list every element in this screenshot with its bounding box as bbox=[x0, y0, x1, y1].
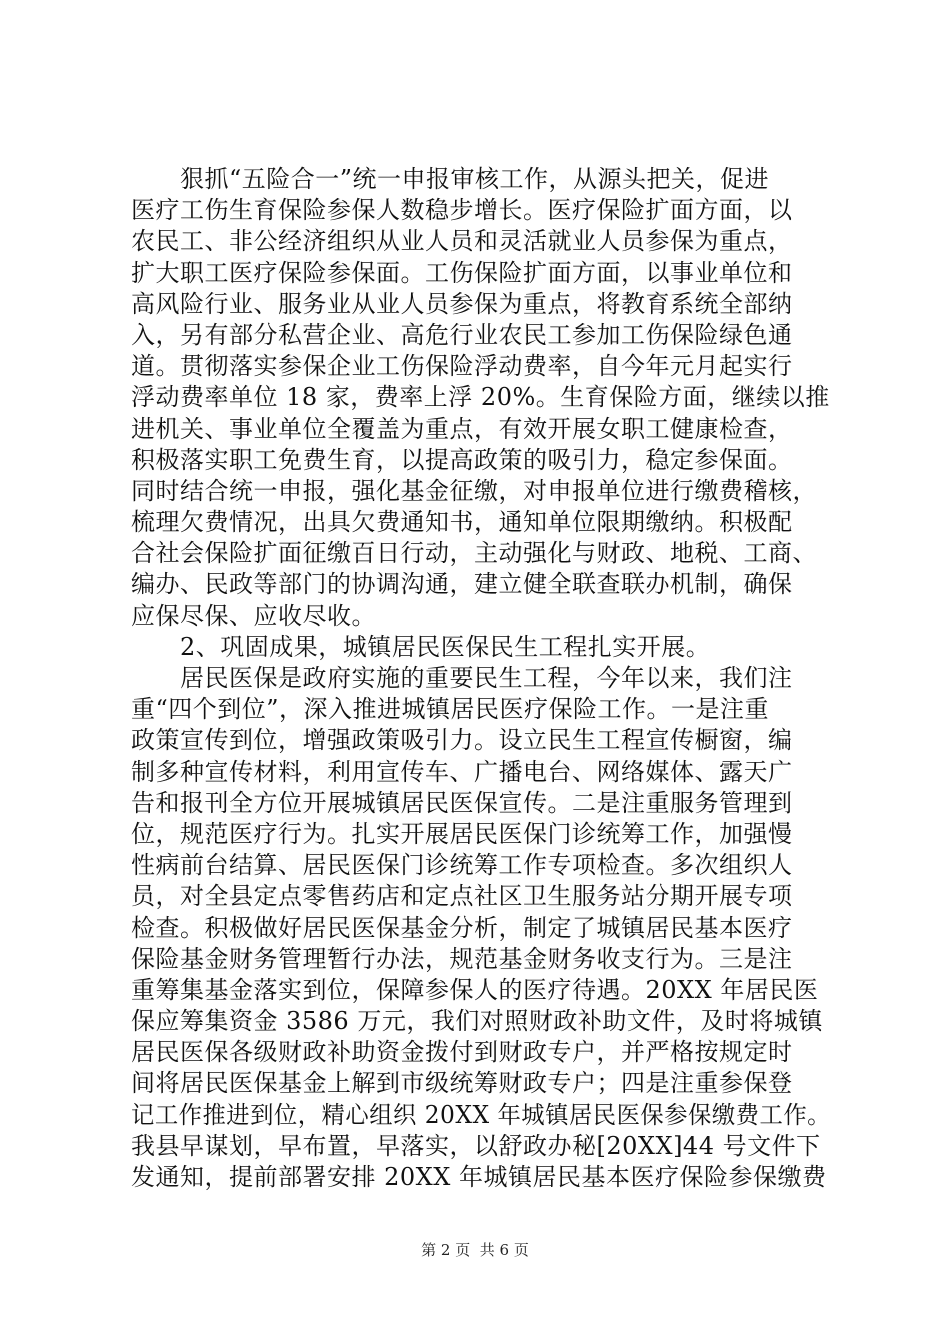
text-line: 道。贯彻落实参保企业工伤保险浮动费率，自今年元月起实行 bbox=[131, 352, 793, 381]
text-line: 编办、民政等部门的协调沟通，建立健全联查联办机制，确保 bbox=[131, 570, 793, 599]
text-line: 性病前台结算、居民医保门诊统筹工作专项检查。多次组织人 bbox=[131, 851, 793, 880]
text-line: 居民医保各级财政补助资金拨付到财政专户，并严格按规定时 bbox=[131, 1038, 793, 1067]
text-line: 应保尽保、应收尽收。 bbox=[131, 601, 376, 630]
text-line: 入，另有部分私营企业、高危行业农民工参加工伤保险绿色通 bbox=[131, 320, 793, 349]
text-line: 发通知，提前部署安排 20XX 年城镇居民基本医疗保险参保缴费 bbox=[131, 1163, 827, 1191]
text-line: 告和报刊全方位开展城镇居民医保宣传。二是注重服务管理到 bbox=[131, 788, 793, 817]
text-line: 员，对全县定点零售药店和定点社区卫生服务站分期开展专项 bbox=[131, 882, 793, 911]
text-line: 保险基金财务管理暂行办法，规范基金财务收支行为。三是注 bbox=[131, 944, 793, 973]
text-line: 高风险行业、服务业从业人员参保为重点，将教育系统全部纳 bbox=[131, 289, 793, 318]
text-line: 农民工、非公经济组织从业人员和灵活就业人员参保为重点， bbox=[131, 227, 793, 256]
text-line: 扩大职工医疗保险参保面。工伤保险扩面方面，以事业单位和 bbox=[131, 258, 793, 287]
text-line: 政策宣传到位，增强政策吸引力。设立民生工程宣传橱窗，编 bbox=[131, 726, 793, 755]
text-line: 制多种宣传材料，利用宣传车、广播电台、网络媒体、露天广 bbox=[131, 757, 793, 786]
page-footer bbox=[0, 1240, 950, 1260]
text-line: 保应筹集资金 3586 万元，我们对照财政补助文件，及时将城镇 bbox=[131, 1007, 823, 1036]
text-line: 位，规范医疗行为。扎实开展居民医保门诊统筹工作，加强慢 bbox=[131, 819, 793, 848]
text-line: 积极落实职工免费生育，以提高政策的吸引力，稳定参保面。 bbox=[131, 445, 793, 474]
text-line: 合社会保险扩面征缴百日行动，主动强化与财政、地税、工商、 bbox=[131, 539, 817, 568]
text-line: 梳理欠费情况，出具欠费通知书，通知单位限期缴纳。积极配 bbox=[131, 508, 793, 537]
text-line: 我县早谋划，早布置，早落实，以舒政办秘[20XX]44 号文件下 bbox=[131, 1131, 821, 1160]
text-line: 狠抓“五险合一”统一申报审核工作，从源头把关，促进 bbox=[131, 165, 770, 193]
body-text bbox=[131, 164, 831, 1193]
text-line: 进机关、事业单位全覆盖为重点，有效开展女职工健康检查， bbox=[131, 414, 793, 443]
text-line: 检查。积极做好居民医保基金分析，制定了城镇居民基本医疗 bbox=[131, 913, 793, 942]
page-number: 第 2 页 共 6 页 bbox=[421, 1241, 529, 1259]
section-heading: 2、巩固成果，城镇居民医保民生工程扎实开展。 bbox=[131, 632, 711, 661]
text-line: 记工作推进到位，精心组织 20XX 年城镇居民医保参保缴费工作。 bbox=[131, 1100, 831, 1129]
text-line: 居民医保是政府实施的重要民生工程，今年以来，我们注 bbox=[131, 664, 793, 692]
text-line: 重筹集基金落实到位，保障参保人的医疗待遇。20XX 年居民医 bbox=[131, 975, 819, 1004]
text-line: 重“四个到位”，深入推进城镇居民医疗保险工作。一是注重 bbox=[131, 695, 770, 724]
text-line: 间将居民医保基金上解到市级统筹财政专户；四是注重参保登 bbox=[131, 1069, 793, 1098]
text-line: 医疗工伤生育保险参保人数稳步增长。医疗保险扩面方面，以 bbox=[131, 196, 793, 225]
text-line: 浮动费率单位 18 家，费率上浮 20%。生育保险方面，继续以推 bbox=[131, 383, 830, 412]
text-line: 同时结合统一申报，强化基金征缴，对申报单位进行缴费稽核， bbox=[131, 476, 817, 505]
